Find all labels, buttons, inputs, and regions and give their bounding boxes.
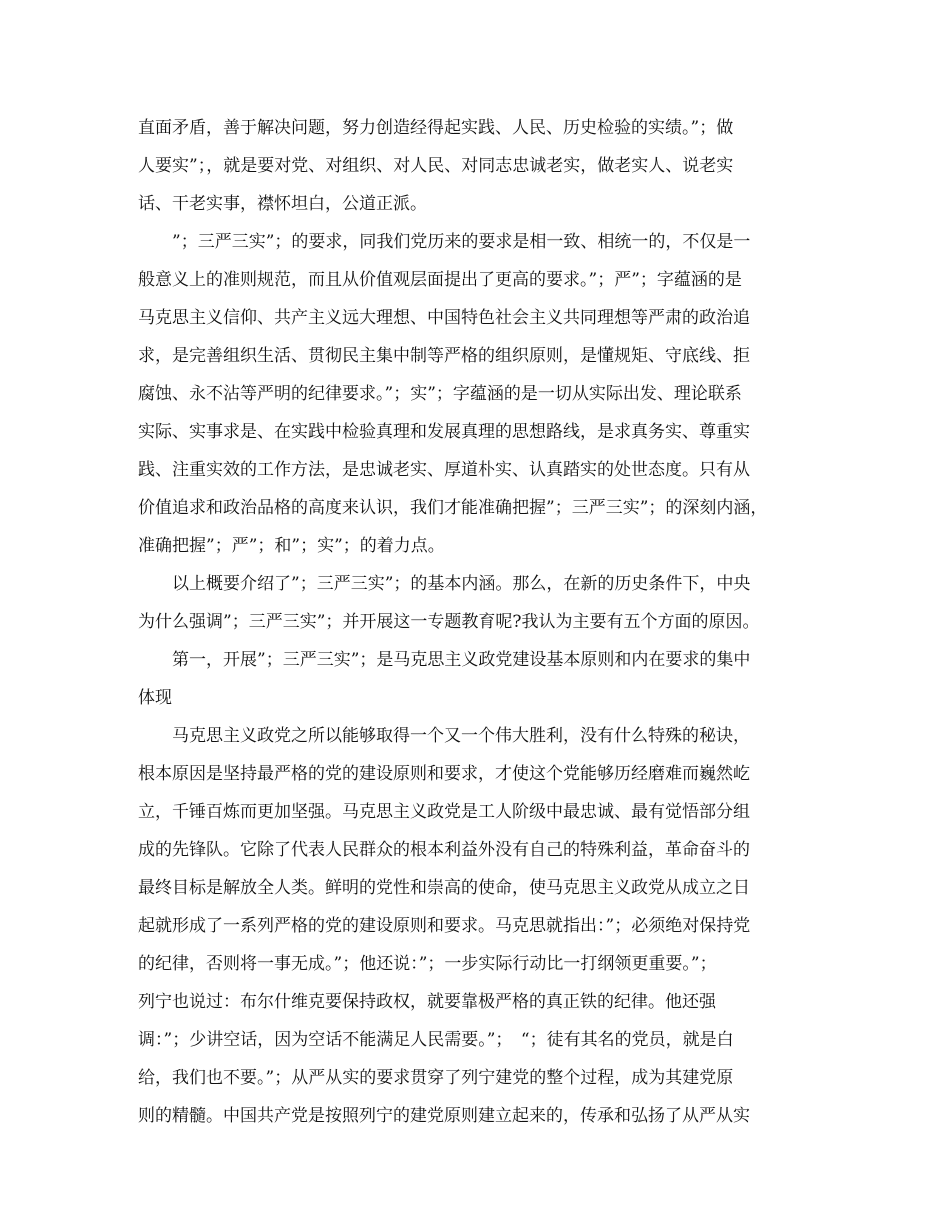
- text-line: 成的先锋队。它除了代表人民群众的根本利益外没有自己的特殊利益，革命奋斗的: [138, 840, 750, 860]
- text-line: 腐蚀、永不沾等严明的纪律要求。”；实”；字蕴涵的是一切从实际出发、理论联系: [138, 384, 742, 404]
- text-line: 的纪律，否则将一事无成。”；他还说：”；一步实际行动比一打纲领更重要。”；: [138, 954, 717, 974]
- text-line: 实际、实事求是、在实践中检验真理和发展真理的思想路线，是求真务实、尊重实: [138, 422, 750, 442]
- text-line: 起就形成了一系列严格的党的建设原则和要求。马克思就指出：”；必须绝对保持党: [138, 916, 751, 936]
- text-line: 准确把握”；严”；和”；实”；的着力点。: [138, 536, 445, 556]
- text-line: 以上概要介绍了”；三严三实”；的基本内涵。那么，在新的历史条件下，中央: [172, 574, 751, 594]
- text-line: 价值追求和政治品格的高度来认识，我们才能准确把握”；三严三实”；的深刻内涵，: [138, 498, 768, 518]
- text-line: 根本原因是坚持最严格的党的建设原则和要求，才使这个党能够历经磨难而巍然屹: [138, 764, 750, 784]
- text-line: 话、干老实事，襟怀坦白，公道正派。: [138, 194, 427, 214]
- text-line: 马克思主义政党之所以能够取得一个又一个伟大胜利，没有什么特殊的秘诀，: [172, 726, 750, 746]
- text-line: 践、注重实效的工作方法，是忠诚老实、厚道朴实、认真踏实的处世态度。只有从: [138, 460, 750, 480]
- text-line: 列宁也说过：布尔什维克要保持政权，就要靠极严格的真正铁的纪律。他还强: [138, 992, 716, 1012]
- text-line: ”；三严三实”；的要求，同我们党历来的要求是相一致、相统一的，不仅是一: [172, 232, 751, 252]
- text-line: 般意义上的准则规范，而且从价值观层面提出了更高的要求。”；严”；字蕴涵的是: [138, 270, 742, 290]
- text-line: 马克思主义信仰、共产主义远大理想、中国特色社会主义共同理想等严肃的政治追: [138, 308, 750, 328]
- text-line: 给，我们也不要。”；从严从实的要求贯穿了列宁建党的整个过程，成为其建党原: [138, 1068, 734, 1088]
- text-line: 调：”；少讲空话，因为空话不能满足人民需要。”； “；徒有其名的党员，就是白: [138, 1030, 734, 1050]
- text-line: 立，千锤百炼而更加坚强。马克思主义政党是工人阶级中最忠诚、最有觉悟部分组: [138, 802, 750, 822]
- text-line: 第一，开展”；三严三实”；是马克思主义政党建设基本原则和内在要求的集中: [172, 650, 751, 670]
- text-line: 直面矛盾，善于解决问题，努力创造经得起实践、人民、历史检验的实绩。”；做: [138, 118, 734, 138]
- text-line: 则的精髓。中国共产党是按照列宁的建党原则建立起来的，传承和弘扬了从严从实: [138, 1106, 750, 1126]
- text-line: 求，是完善组织生活、贯彻民主集中制等严格的组织原则，是懂规矩、守底线、拒: [138, 346, 750, 366]
- text-line: 人要实”；，就是要对党、对组织、对人民、对同志忠诚老实，做老实人、说老实: [138, 156, 734, 176]
- text-line: 最终目标是解放全人类。鲜明的党性和崇高的使命，使马克思主义政党从成立之日: [138, 878, 750, 898]
- text-line: 体现: [138, 688, 172, 708]
- text-line: 为什么强调”；三严三实”；并开展这一专题教育呢?我认为主要有五个方面的原因。: [138, 612, 760, 632]
